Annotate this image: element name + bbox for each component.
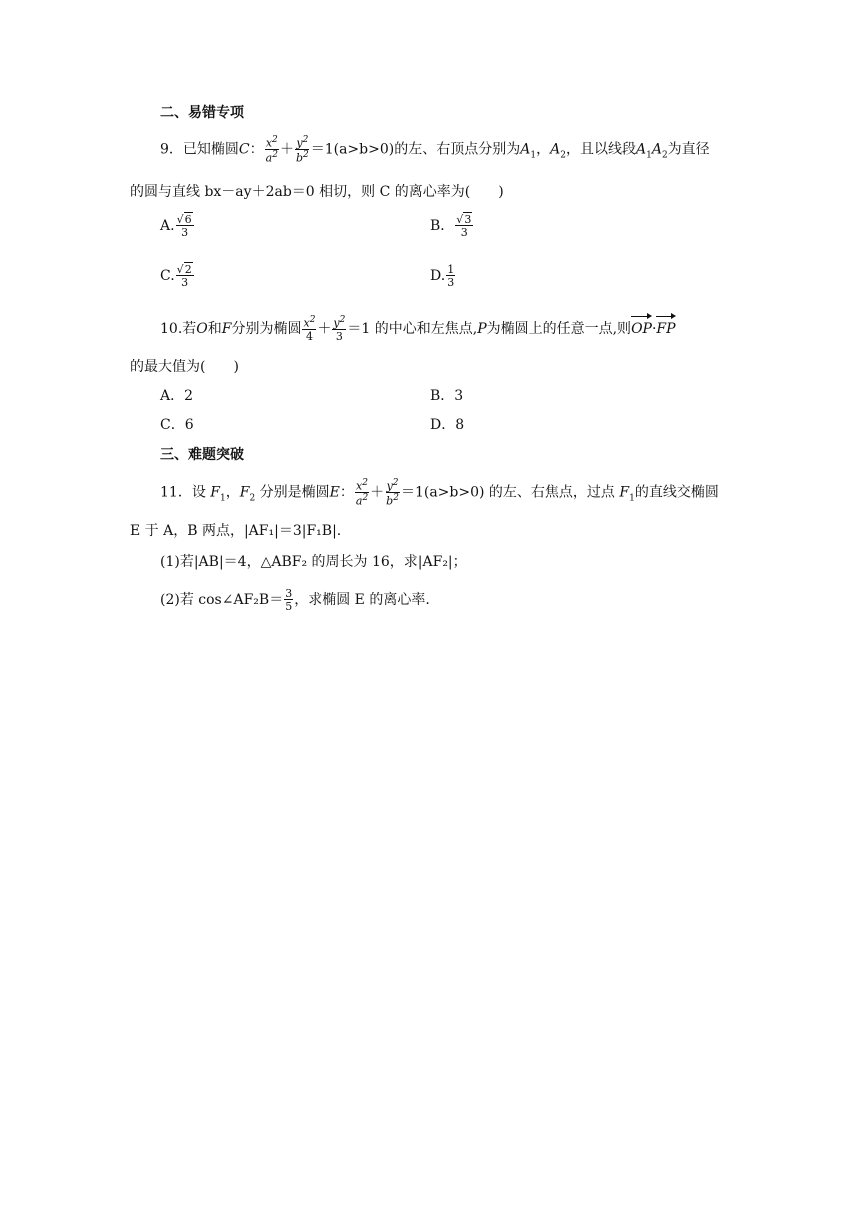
section-heading-easy-mistakes: 二、易错专项 <box>160 105 244 121</box>
question-9-line-2: 的圆与直线 bx－ay＋2ab＝0 相切，则 C 的离心率为( ) <box>130 184 504 200</box>
q9-option-d: D. $\frac{1}{3}$ <box>430 263 455 289</box>
fraction-y2-3: $\frac{y^2}{3}$ <box>333 315 346 343</box>
fraction-x2-4: $\frac{x^2}{4}$ <box>303 315 316 343</box>
q9-option-a: A. $\frac{√6}{3}$ <box>160 213 192 239</box>
q10-option-c: C．6 <box>160 417 194 433</box>
fraction-3-5: $\frac{3}{5}$ <box>285 587 293 613</box>
question-11-part-1: (1)若|AB|＝4，△ABF₂ 的周长为 16，求|AF₂|； <box>160 554 467 570</box>
fraction-x2-a2: $\frac{x^2}{a^2}$ <box>265 135 278 165</box>
q9-option-b: B． $\frac{√3}{3}$ <box>430 213 472 239</box>
fraction-x2-a2: $\frac{x^2}{a^2}$ <box>355 478 369 508</box>
question-10-line-2: 的最大值为( ) <box>130 359 239 375</box>
section-heading-hard-problems: 三、难题突破 <box>160 447 244 463</box>
q9-option-c: C. $\frac{√2}{3}$ <box>160 263 192 289</box>
question-11-line-2: E 于 A，B 两点，|AF₁|＝3|F₁B|. <box>130 523 342 539</box>
fraction-y2-b2: $\frac{y^2}{b^2}$ <box>386 478 399 508</box>
question-11-part-2: (2)若 cos∠AF₂B＝ $\frac{3}{5}$ ，求椭圆 E 的离心率. <box>160 587 430 613</box>
vector-op: OP <box>631 320 652 337</box>
q10-option-a: A．2 <box>160 388 194 404</box>
q10-option-b: B．3 <box>430 388 464 404</box>
question-10-line-1: 10.若O和F分别为椭圆 $\frac{x^2}{4}$ ＋ $\frac{y^2}{3}$ ＝1 的中心和左焦点,P为椭圆上的任意一点,则OP·FP <box>160 315 676 343</box>
question-9-line-1: 9．已知椭圆C： $\frac{x^2}{a^2}$ ＋ $\frac{y^2}{b^2}$ ＝1(a>b>0)的左、右顶点分别为$A_1$，$A_2$，且以线段$A_1A_2$为直径 <box>160 135 710 165</box>
q10-option-d: D．8 <box>430 417 465 433</box>
question-11-line-1: 11．设 $F_1$，$F_2$ 分别是椭圆E： $\frac{x^2}{a^2}$ ＋ $\frac{y^2}{b^2}$ ＝1(a>b>0) 的左、右焦点，过点 $F_1$的直线交椭圆 <box>160 478 719 508</box>
fraction-y2-b2: $\frac{y^2}{b^2}$ <box>295 135 309 165</box>
vector-fp: FP <box>656 320 676 337</box>
